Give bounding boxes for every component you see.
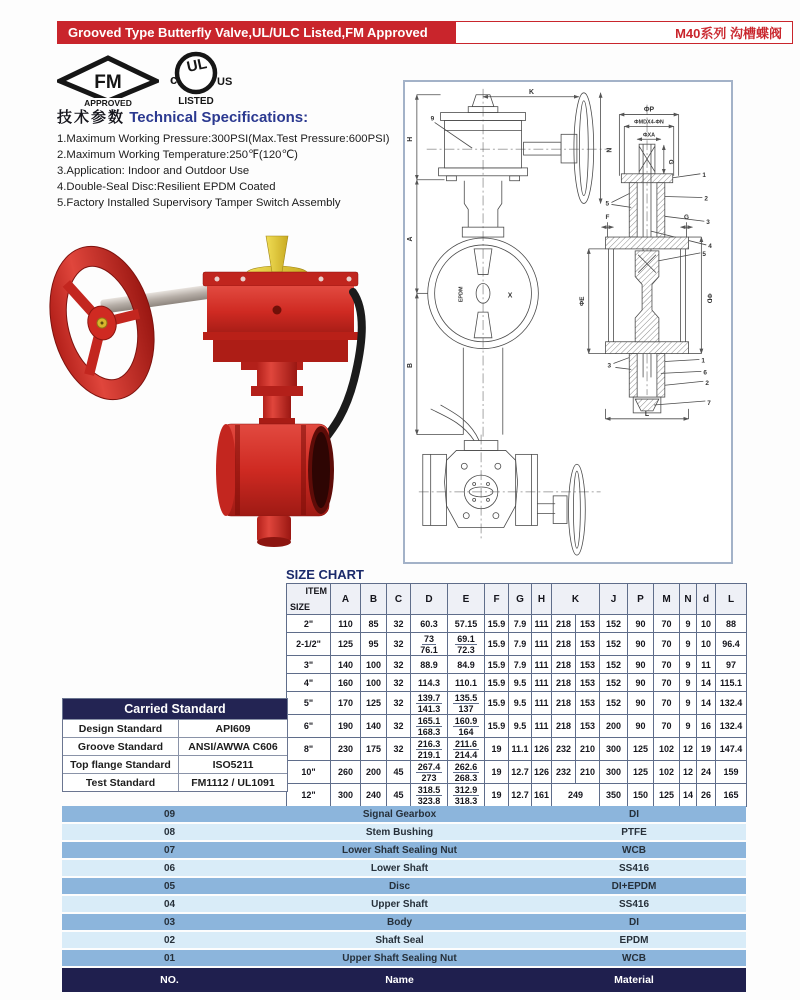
valve-shaft [100,283,221,314]
size-cell: 153 [576,692,600,715]
size-cell: 32 [387,715,411,738]
parts-row [62,824,746,840]
size-cell: 14 [680,784,697,807]
size-cell: 90 [628,615,654,633]
ul-us-text: US [217,76,232,88]
size-cell: 19 [485,738,509,761]
dim-phi-p-label: ΦP [643,106,655,114]
size-cell: 9 [680,715,697,738]
size-chart-col-header: M [654,584,680,615]
fm-approved-text: APPROVED [84,98,132,108]
size-cell: 19 [697,738,716,761]
size-chart-col-header: F [485,584,509,615]
size-chart-row [287,784,747,807]
size-chart-col-header: E [448,584,485,615]
size-cell: 153 [576,715,600,738]
size-cell: 267.4 273 [411,761,448,784]
size-cell-nominal: 6" [287,715,331,738]
part-leader-5-mid: 5 [702,250,706,258]
size-cell: 140 [331,656,361,674]
dim-phi-e-label: ΦE [578,296,586,307]
part-leader-2-bottom: 2 [705,380,709,388]
size-cell: 12.7 [509,761,532,784]
size-chart-row [287,674,747,692]
size-cell: 150 [628,784,654,807]
size-chart [286,583,747,807]
size-cell: 110.1 [448,674,485,692]
size-cell: 152 [600,615,628,633]
dim-k-label: K [528,88,534,96]
size-chart-row [287,633,747,656]
size-cell: 70 [654,715,680,738]
size-cell-nominal: 2" [287,615,331,633]
size-cell: 153 [576,656,600,674]
part-material: WCB [622,952,646,964]
dim-l-label: L [644,410,650,418]
size-cell: 161 [532,784,552,807]
size-cell: 32 [387,633,411,656]
part-no: 03 [163,916,176,928]
size-cell: 88 [716,615,747,633]
size-cell-nominal: 3" [287,656,331,674]
size-cell: 165.1 168.3 [411,715,448,738]
dim-phi-xa-label: ΦXA [643,132,655,139]
size-cell: 19 [485,784,509,807]
part-leader-1: 1 [702,171,706,179]
part-leader-5-left: 5 [605,200,610,208]
size-cell: 9 [680,692,697,715]
size-cell: 88.9 [411,656,448,674]
part-leader-6-bottom: 6 [703,369,707,377]
size-cell: 73 76.1 [411,633,448,656]
size-cell: 200 [361,761,387,784]
part-material: SS416 [618,862,650,874]
size-cell: 159 [716,761,747,784]
carried-standard-row [63,737,287,755]
size-cell: 111 [532,615,552,633]
size-cell: 152 [600,692,628,715]
size-cell: 14 [697,674,716,692]
valve-gearbox [203,236,358,370]
size-cell: 14 [697,692,716,715]
parts-col-material: Material [614,974,654,986]
size-cell: 9 [680,633,697,656]
size-cell: 300 [600,738,628,761]
standard-value: ISO5211 [212,758,254,771]
size-cell: 114.3 [411,674,448,692]
carried-standard-table [62,698,288,792]
part-name: Upper Shaft Sealing Nut [342,952,457,964]
size-chart-col-header: H [532,584,552,615]
spec-item: 2.Maximum Working Temperature:250℉(120℃) [57,149,298,161]
part-material: DI [629,808,639,820]
size-cell: 85 [361,615,387,633]
size-cell: 110 [331,615,361,633]
parts-col-name: Name [385,974,414,986]
size-cell: 84.9 [448,656,485,674]
size-cell: 210 [576,761,600,784]
spec-list [57,131,405,211]
size-cell: 190 [331,715,361,738]
specs-heading-zh: 技术参数 [57,109,126,126]
size-cell-nominal: 5" [287,692,331,715]
size-cell: 160.9 164 [448,715,485,738]
dim-n-label: N [604,147,612,153]
carried-standard-rows [63,719,287,791]
part-no: 08 [163,826,176,838]
size-cell: 125 [331,633,361,656]
parts-row [62,860,746,876]
size-cell: 32 [387,738,411,761]
size-cell: 15.9 [485,656,509,674]
standard-label: Groove Standard [63,738,179,755]
spec-item: 5.Factory Installed Supervisory Tamper Switch Assembly [57,197,341,209]
size-cell: 70 [654,692,680,715]
specs-heading [57,106,405,127]
dim-g2-label: G [684,214,690,222]
size-cell: 232 [552,761,576,784]
size-cell: 152 [600,633,628,656]
size-cell: 125 [628,738,654,761]
part-no: 05 [163,880,176,892]
technical-drawings [405,82,731,562]
size-cell: 318.5 323.8 [411,784,448,807]
size-cell: 102 [654,738,680,761]
valve-neck [251,362,303,426]
size-cell: 111 [532,715,552,738]
part-leader-2: 2 [704,195,708,203]
size-cell: 16 [697,715,716,738]
size-cell: 139.7 141.3 [411,692,448,715]
part-leader-3-bottom: 3 [607,362,612,370]
size-chart-col-header: D [411,584,448,615]
dim-a-label: A [406,236,414,242]
size-cell: 60.3 [411,615,448,633]
size-cell: 153 [576,615,600,633]
size-cell: 96.4 [716,633,747,656]
standard-label: Top flange Standard [63,756,179,773]
carried-standard-title: Carried Standard [63,699,287,719]
size-cell-nominal: 12" [287,784,331,807]
size-cell: 147.4 [716,738,747,761]
size-cell: 15.9 [485,633,509,656]
size-cell: 70 [654,615,680,633]
size-cell: 262.6 268.3 [448,761,485,784]
size-cell: 115.1 [716,674,747,692]
size-chart-col-header: B [361,584,387,615]
size-cell: 135.5 137 [448,692,485,715]
technical-specifications [57,106,405,211]
size-cell: 230 [331,738,361,761]
size-cell: 100 [361,674,387,692]
size-cell: 218 [552,656,576,674]
size-chart-corner-cell: ITEM SIZE [287,584,331,615]
size-cell: 12 [680,738,697,761]
size-cell: 9 [680,615,697,633]
size-chart-col-header: P [628,584,654,615]
part-name: Lower Shaft [370,862,429,874]
part-name: Signal Gearbox [362,808,437,820]
size-cell: 70 [654,674,680,692]
size-cell: 300 [600,761,628,784]
size-cell: 249 [552,784,600,807]
ul-c-text: c [170,72,178,87]
part-no: 01 [163,952,176,964]
part-leader-3: 3 [706,219,710,227]
size-cell: 9.5 [509,692,532,715]
size-cell: 90 [628,656,654,674]
size-cell: 218 [552,633,576,656]
disc-x-label: X [507,292,513,300]
size-chart-row [287,738,747,761]
size-cell: 9 [680,674,697,692]
size-cell: 216.3 219.1 [411,738,448,761]
parts-row [62,806,746,822]
size-cell: 19 [485,761,509,784]
size-cell: 312.9 318.3 [448,784,485,807]
size-cell: 160 [331,674,361,692]
size-cell: 102 [654,761,680,784]
size-cell: 32 [387,656,411,674]
size-cell: 70 [654,656,680,674]
spec-item: 1.Maximum Working Pressure:300PSI(Max.Test Pressure:600PSI) [57,133,390,145]
gearbox-pointer-label: 9 [430,115,435,123]
size-cell: 15.9 [485,715,509,738]
part-name: Lower Shaft Sealing Nut [341,844,457,856]
part-name: Disc [388,880,411,892]
part-material: EPDM [619,934,649,946]
size-cell: 153 [576,633,600,656]
size-cell: 15.9 [485,674,509,692]
parts-table-header [62,968,746,992]
size-chart-col-header: J [600,584,628,615]
size-cell: 97 [716,656,747,674]
carried-standard-row [63,719,287,737]
size-cell: 90 [628,692,654,715]
part-leader-7-bottom: 7 [707,399,711,407]
spec-item: 3.Application: Indoor and Outdoor Use [57,165,250,177]
size-cell: 232 [552,738,576,761]
size-cell: 111 [532,633,552,656]
size-cell: 126 [532,761,552,784]
parts-rows [62,806,746,966]
size-cell: 12.7 [509,784,532,807]
size-cell: 153 [576,674,600,692]
parts-row [62,932,746,948]
size-cell: 218 [552,615,576,633]
standard-value: ANSI/AWWA C606 [188,740,278,753]
parts-row [62,878,746,894]
size-cell: 218 [552,692,576,715]
size-cell: 126 [532,738,552,761]
ul-listed-text: LISTED [178,96,214,107]
size-chart-row [287,715,747,738]
page-title: Grooved Type Butterfly Valve,UL/ULC Listed,FM Approved [58,22,456,43]
size-cell: 100 [361,656,387,674]
size-cell: 7.9 [509,656,532,674]
part-no: 02 [163,934,176,946]
valve-body [216,424,334,547]
size-cell: 165 [716,784,747,807]
size-chart-title: SIZE CHART [286,567,364,582]
part-no: 06 [163,862,176,874]
part-material: WCB [622,844,646,856]
parts-table [62,806,746,992]
parts-row [62,896,746,912]
size-cell: 12 [680,761,697,784]
size-cell: 111 [532,656,552,674]
part-name: Shaft Seal [375,934,424,946]
size-cell: 9.5 [509,715,532,738]
size-chart-col-header: L [716,584,747,615]
standard-label: Test Standard [63,774,179,791]
size-cell-nominal: 4" [287,674,331,692]
size-cell: 45 [387,784,411,807]
size-cell: 15.9 [485,615,509,633]
fm-text: FM [94,72,122,93]
carried-standard-row [63,773,287,791]
dim-b-label: B [406,362,414,368]
size-cell: 240 [361,784,387,807]
size-cell: 218 [552,715,576,738]
size-cell: 32 [387,692,411,715]
part-name: Upper Shaft [371,898,428,910]
size-chart-row [287,656,747,674]
size-cell: 90 [628,633,654,656]
parts-row [62,842,746,858]
part-name: Stem Bushing [365,826,434,838]
size-cell: 211.6 214.4 [448,738,485,761]
ul-u-text: UL [185,55,209,76]
specs-heading-en: Technical Specifications: [129,109,309,126]
size-cell: 175 [361,738,387,761]
size-cell: 95 [361,633,387,656]
size-cell: 32 [387,615,411,633]
size-cell: 350 [600,784,628,807]
part-material: DI [629,916,639,928]
part-no: 04 [163,898,176,910]
size-chart-col-header: d [697,584,716,615]
size-chart-col-header: K [552,584,600,615]
dim-h-label: H [406,136,414,142]
size-cell: 170 [331,692,361,715]
size-cell: 111 [532,692,552,715]
size-chart-col-header: A [331,584,361,615]
size-cell-nominal: 10" [287,761,331,784]
size-cell: 57.15 [448,615,485,633]
dim-g-label: G [666,159,674,165]
parts-row [62,914,746,930]
parts-col-no: NO. [160,974,179,986]
size-cell: 70 [654,633,680,656]
size-cell: 7.9 [509,615,532,633]
size-cell: 10 [697,633,716,656]
standard-value: FM1112 / UL1091 [191,776,275,789]
dim-f-label: F [605,214,610,222]
fm-approved-logo [57,55,159,109]
size-cell: 10 [697,615,716,633]
spec-item: 4.Double-Seal Disc:Resilient EPDM Coated [57,181,276,193]
size-cell: 26 [697,784,716,807]
standard-label: Design Standard [63,720,179,737]
part-leader-1-bottom: 1 [701,357,705,365]
size-cell-nominal: 8" [287,738,331,761]
size-cell: 152 [600,674,628,692]
size-cell: 152 [600,656,628,674]
parts-row [62,950,746,966]
size-cell: 90 [628,674,654,692]
size-cell: 200 [600,715,628,738]
size-chart-row [287,692,747,715]
valve-product-photo [45,228,370,563]
size-cell: 125 [361,692,387,715]
size-cell: 111 [532,674,552,692]
size-cell: 69.1 72.3 [448,633,485,656]
dim-bolt-circle-label: ΦMDX4-ΦN [634,119,664,126]
size-cell: 125 [654,784,680,807]
dim-phi-d-label: ΦD [705,293,713,304]
size-chart-col-header: G [509,584,532,615]
size-cell: 125 [628,761,654,784]
size-cell: 90 [628,715,654,738]
size-chart-row [287,761,747,784]
size-chart-col-header: N [680,584,697,615]
top-view-drawing [419,405,601,555]
part-material: SS416 [618,898,650,910]
size-cell: 24 [697,761,716,784]
series-label: M40系列 沟槽蝶阀 [456,22,792,43]
size-chart-col-header: C [387,584,411,615]
standard-value: API609 [215,722,251,735]
size-cell: 260 [331,761,361,784]
part-name: Body [387,916,412,928]
part-material: DI+EPDM [611,880,657,892]
header-strip [57,21,793,44]
part-material: PTFE [621,826,647,838]
size-cell: 218 [552,674,576,692]
part-no: 07 [163,844,176,856]
size-cell: 15.9 [485,692,509,715]
size-cell-nominal: 2-1/2" [287,633,331,656]
size-chart-row [287,615,747,633]
size-chart-table [286,583,747,807]
carried-standard-row [63,755,287,773]
size-cell: 132.4 [716,692,747,715]
front-view-drawing [417,89,609,437]
size-cell: 32 [387,674,411,692]
part-leader-4: 4 [708,242,712,250]
size-cell: 132.4 [716,715,747,738]
size-cell: 210 [576,738,600,761]
size-cell: 9.5 [509,674,532,692]
disc-epdm-label: EPDM [458,286,465,303]
ul-listed-logo [162,50,232,110]
size-cell: 140 [361,715,387,738]
size-cell: 7.9 [509,633,532,656]
part-no: 09 [163,808,176,820]
size-cell: 45 [387,761,411,784]
size-cell: 9 [680,656,697,674]
size-cell: 11 [697,656,716,674]
size-cell: 300 [331,784,361,807]
drawing-panel [403,80,733,564]
handwheel [45,235,169,411]
size-cell: 11.1 [509,738,532,761]
